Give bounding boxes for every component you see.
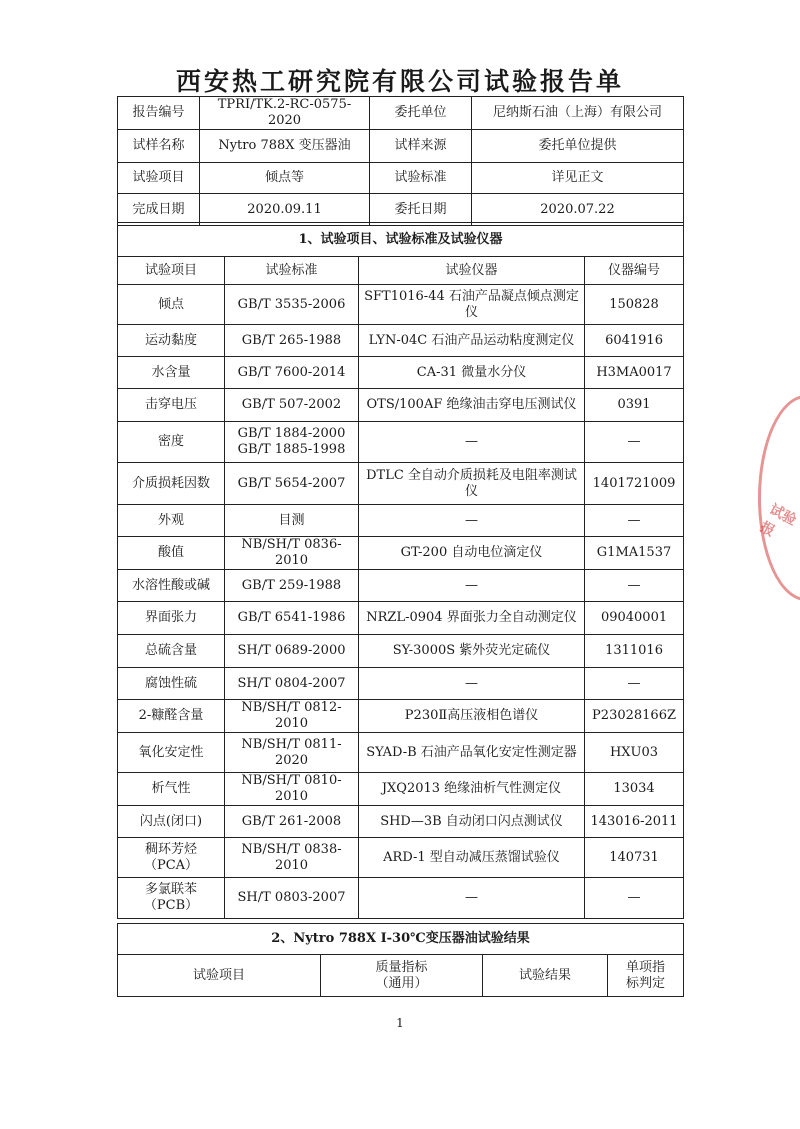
stamp-text: 试验报: [757, 501, 799, 540]
row-code: 6041916: [585, 325, 684, 357]
row-instrument: SFT1016-44 石油产品凝点倾点测定仪: [359, 285, 585, 325]
row-standard-line1: GB/T 1884-2000: [237, 426, 346, 441]
row-standard: SH/T 0804-2007: [225, 668, 359, 700]
row-code: —: [585, 570, 684, 602]
table-row: [118, 285, 684, 325]
row-item: 水溶性酸或碱: [118, 570, 225, 602]
row-code: 1401721009: [585, 463, 684, 505]
row-instrument: —: [359, 505, 585, 537]
table-row: [118, 357, 684, 389]
result-header-judge-line2: 标判定: [625, 975, 665, 991]
sample-value: Nytro 788X 变压器油: [200, 130, 370, 163]
table-row: [118, 700, 684, 733]
page-number: 1: [396, 1016, 404, 1030]
row-standard: SH/T 0689-2000: [225, 635, 359, 668]
row-standard: 目测: [225, 505, 359, 537]
row-instrument: —: [359, 422, 585, 463]
row-code: P23028166Z: [585, 700, 684, 733]
row-code: —: [585, 878, 684, 919]
commission-date-value: 2020.07.22: [472, 194, 684, 226]
row-standard: SH/T 0803-2007: [225, 878, 359, 919]
source-label: 试样来源: [370, 130, 472, 163]
row-item: 总硫含量: [118, 635, 225, 668]
row-code: 13034: [585, 773, 684, 806]
section1-heading: 1、试验项目、试验标准及试验仪器: [118, 223, 684, 257]
table-row: [118, 389, 684, 422]
row-code: 1311016: [585, 635, 684, 668]
row-instrument: SHD—3B 自动闭口闪点测试仪: [359, 806, 585, 838]
col-header-standard: 试验标准: [225, 257, 359, 285]
row-item: [118, 838, 225, 878]
row-instrument: SYAD-B 石油产品氧化安定性测定器: [359, 733, 585, 773]
row-standard: GB/T 5654-2007: [225, 463, 359, 505]
row-code: 150828: [585, 285, 684, 325]
table-row: [118, 463, 684, 505]
table-row: [118, 668, 684, 700]
row-item: 外观: [118, 505, 225, 537]
row-item: 击穿电压: [118, 389, 225, 422]
client-value: 尼纳斯石油（上海）有限公司: [472, 97, 684, 130]
row-item-line2: （PCB）: [143, 898, 199, 913]
table-row: [118, 325, 684, 357]
row-instrument: CA-31 微量水分仪: [359, 357, 585, 389]
row-code: 09040001: [585, 602, 684, 635]
row-code: —: [585, 668, 684, 700]
result-table: [117, 923, 684, 997]
table-row: [118, 773, 684, 806]
row-item: 水含量: [118, 357, 225, 389]
source-value: 委托单位提供: [472, 130, 684, 163]
row-item: 界面张力: [118, 602, 225, 635]
row-item: 介质损耗因数: [118, 463, 225, 505]
row-instrument: SY-3000S 紫外荧光定硫仪: [359, 635, 585, 668]
row-code: —: [585, 422, 684, 463]
items-label: 试验项目: [118, 163, 200, 194]
table-row: [118, 602, 684, 635]
info-table: [117, 96, 684, 226]
row-instrument: OTS/100AF 绝缘油击穿电压测试仪: [359, 389, 585, 422]
row-standard: GB/T 507-2002: [225, 389, 359, 422]
row-standard: GB/T 265-1988: [225, 325, 359, 357]
table-row: [118, 505, 684, 537]
row-code: HXU03: [585, 733, 684, 773]
row-standard: NB/SH/T 0810-2010: [225, 773, 359, 806]
row-item: 闪点(闭口): [118, 806, 225, 838]
col-header-code: 仪器编号: [585, 257, 684, 285]
row-standard: [225, 422, 359, 463]
result-header-quality-line2: （通用）: [375, 975, 428, 991]
section2-heading: 2、Nytro 788X I-30℃变压器油试验结果: [118, 924, 684, 955]
row-code: 140731: [585, 838, 684, 878]
row-instrument: JXQ2013 绝缘油析气性测定仪: [359, 773, 585, 806]
row-standard-line2: GB/T 1885-1998: [237, 442, 346, 457]
table-row: [118, 838, 684, 878]
table-row: [118, 733, 684, 773]
row-item-line1: 多氯联苯: [144, 882, 197, 897]
row-code: —: [585, 505, 684, 537]
row-code: 0391: [585, 389, 684, 422]
result-header-result: 试验结果: [483, 955, 608, 997]
row-item: 运动黏度: [118, 325, 225, 357]
row-instrument: DTLC 全自动介质损耗及电阻率测试仪: [359, 463, 585, 505]
standard-label: 试验标准: [370, 163, 472, 194]
row-item: 氧化安定性: [118, 733, 225, 773]
row-code: H3MA0017: [585, 357, 684, 389]
row-instrument: ARD-1 型自动减压蒸馏试验仪: [359, 838, 585, 878]
row-instrument: —: [359, 668, 585, 700]
row-item: 2-糠醛含量: [118, 700, 225, 733]
done-date-value: 2020.09.11: [200, 194, 370, 226]
table-row: [118, 806, 684, 838]
result-header-judge-line1: 单项指: [625, 959, 665, 975]
row-standard: GB/T 6541-1986: [225, 602, 359, 635]
table-row: [118, 570, 684, 602]
client-label: 委托单位: [370, 97, 472, 130]
table-row: [118, 422, 684, 463]
row-item: 腐蚀性硫: [118, 668, 225, 700]
row-instrument: —: [359, 570, 585, 602]
table-row: [118, 635, 684, 668]
result-header-judge: [608, 955, 684, 997]
row-item: 密度: [118, 422, 225, 463]
items-value: 倾点等: [200, 163, 370, 194]
sample-label: 试样名称: [118, 130, 200, 163]
row-instrument: —: [359, 878, 585, 919]
row-standard: NB/SH/T 0838-2010: [225, 838, 359, 878]
table-row: [118, 878, 684, 919]
report-no-label: 报告编号: [118, 97, 200, 130]
row-standard: NB/SH/T 0836-2010: [225, 537, 359, 570]
table-row: [118, 537, 684, 570]
row-instrument: LYN-04C 石油产品运动粘度测定仪: [359, 325, 585, 357]
row-instrument: NRZL-0904 界面张力全自动测定仪: [359, 602, 585, 635]
standard-value: 详见正文: [472, 163, 684, 194]
row-item: 倾点: [118, 285, 225, 325]
red-seal-stamp: [758, 395, 800, 601]
col-header-item: 试验项目: [118, 257, 225, 285]
row-standard: NB/SH/T 0811-2020: [225, 733, 359, 773]
row-standard: GB/T 259-1988: [225, 570, 359, 602]
instrument-table: [117, 222, 684, 919]
report-no-value: TPRI/TK.2-RC-0575-2020: [200, 97, 370, 130]
row-code: 143016-2011: [585, 806, 684, 838]
row-item: 酸值: [118, 537, 225, 570]
col-header-instrument: 试验仪器: [359, 257, 585, 285]
row-item-line2: （PCA）: [143, 857, 199, 873]
report-title: 西安热工研究院有限公司试验报告单: [175, 67, 624, 96]
row-item: 析气性: [118, 773, 225, 806]
row-instrument: GT-200 自动电位滴定仪: [359, 537, 585, 570]
result-header-quality-line1: 质量指标: [375, 959, 428, 975]
row-standard: GB/T 261-2008: [225, 806, 359, 838]
row-code: G1MA1537: [585, 537, 684, 570]
row-standard: GB/T 3535-2006: [225, 285, 359, 325]
commission-date-label: 委托日期: [370, 194, 472, 226]
row-standard: GB/T 7600-2014: [225, 357, 359, 389]
result-header-quality: [321, 955, 483, 997]
result-header-item: 试验项目: [118, 955, 321, 997]
row-item: [118, 878, 225, 919]
row-instrument: P230Ⅱ高压液相色谱仪: [359, 700, 585, 733]
row-standard: NB/SH/T 0812-2010: [225, 700, 359, 733]
done-date-label: 完成日期: [118, 194, 200, 226]
row-item-line1: 稠环芳烃: [144, 841, 197, 857]
